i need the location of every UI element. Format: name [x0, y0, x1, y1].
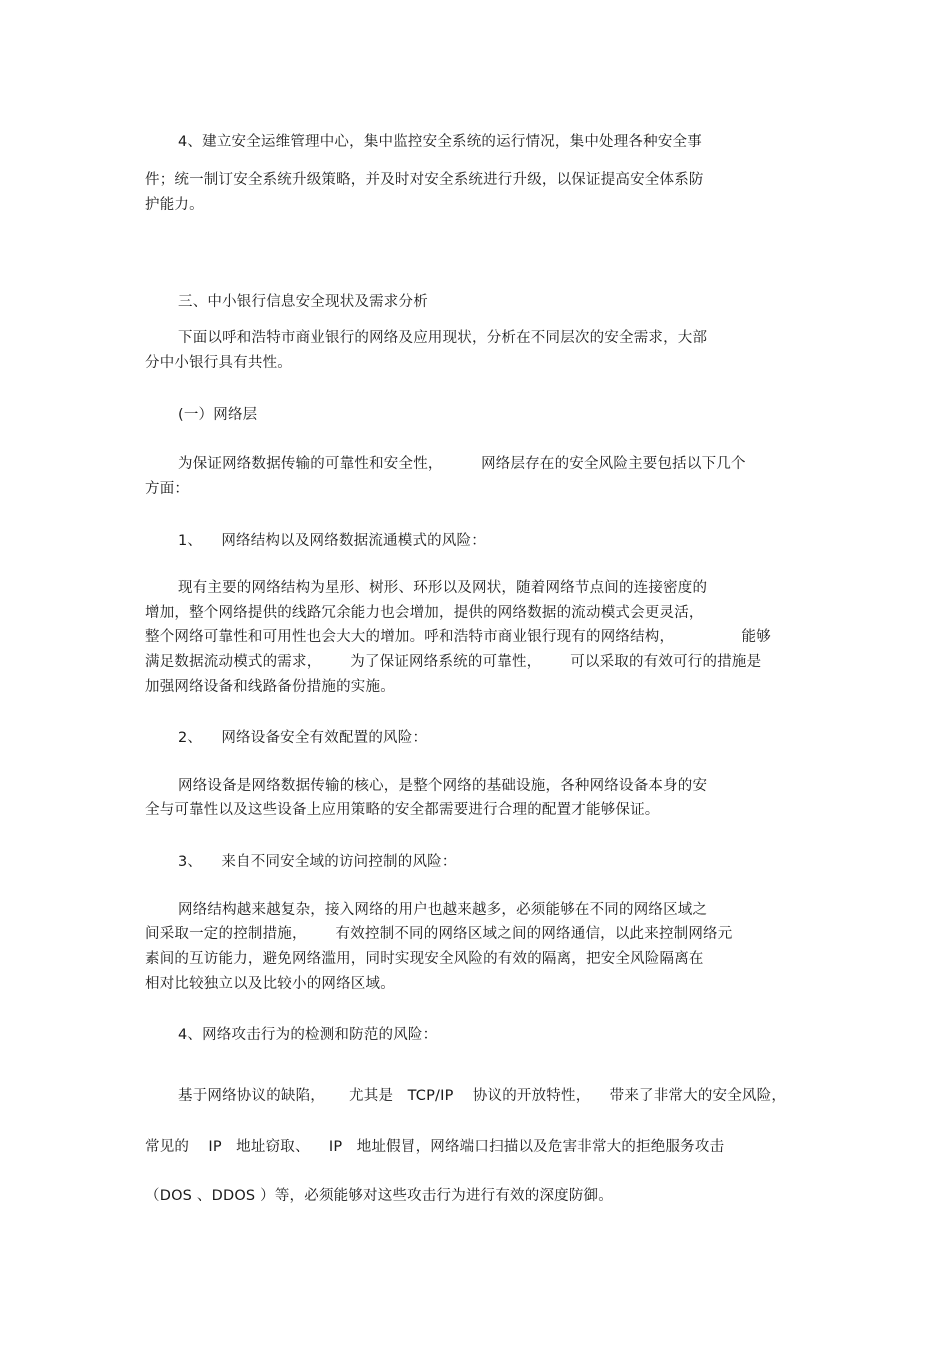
- mgmt-center-line-3: 护能力。: [145, 197, 204, 213]
- mgmt-center-line-2: 件；统一制订安全系统升级策略，并及时对安全系统进行升级，以保证提高安全体系防: [145, 172, 704, 188]
- risk-4-heading: 4、网络攻击行为的检测和防范的风险：: [178, 1027, 438, 1043]
- network-layer-heading: (一）网络层: [178, 407, 258, 423]
- risk-4-line-2: 常见的 IP 地址窃取、 IP 地址假冒，网络端口扫描以及危害非常大的拒绝服务攻击: [145, 1139, 725, 1155]
- risk-1-line-5: 加强网络设备和线路备份措施的实施。: [145, 679, 395, 695]
- risk-3-line-1: 网络结构越来越复杂，接入网络的用户也越来越多，必须能够在不同的网络区域之: [178, 902, 708, 918]
- network-layer-intro-1: 为保证网络数据传输的可靠性和安全性， 网络层存在的安全风险主要包括以下几个: [178, 456, 746, 472]
- network-layer-intro-2: 方面：: [145, 481, 190, 497]
- risk-1-heading: 1、 网络结构以及网络数据流通模式的风险：: [178, 533, 486, 549]
- risk-2-line-1: 网络设备是网络数据传输的核心，是整个网络的基础设施，各种网络设备本身的安: [178, 778, 708, 794]
- risk-4-line-3: （DOS 、DDOS ）等，必须能够对这些攻击行为进行有效的深度防御。: [145, 1188, 613, 1204]
- risk-1-line-4: 满足数据流动模式的需求， 为了保证网络系统的可靠性， 可以采取的有效可行的措施是: [145, 654, 762, 670]
- risk-1-line-1: 现有主要的网络结构为星形、树形、环形以及网状，随着网络节点间的连接密度的: [178, 580, 708, 596]
- section-heading: 三、中小银行信息安全现状及需求分析: [178, 294, 428, 310]
- risk-3-heading: 3、 来自不同安全域的访问控制的风险：: [178, 854, 457, 870]
- mgmt-center-line-1: 4、建立安全运维管理中心，集中监控安全系统的运行情况，集中处理各种安全事: [178, 134, 702, 150]
- risk-2-line-2: 全与可靠性以及这些设备上应用策略的安全都需要进行合理的配置才能够保证。: [145, 802, 660, 818]
- risk-3-line-3: 素间的互访能力，避免网络滥用，同时实现安全风险的有效的隔离，把安全风险隔离在: [145, 951, 704, 967]
- intro-line-1: 下面以呼和浩特市商业银行的网络及应用现状，分析在不同层次的安全需求，大部: [178, 330, 708, 346]
- intro-line-2: 分中小银行具有共性。: [145, 355, 292, 371]
- risk-3-line-4: 相对比较独立以及比较小的网络区域。: [145, 976, 395, 992]
- risk-3-line-2: 间采取一定的控制措施， 有效控制不同的网络区域之间的网络通信，以此来控制网络元: [145, 926, 733, 942]
- risk-1-line-2: 增加，整个网络提供的线路冗余能力也会增加，提供的网络数据的流动模式会更灵活，: [145, 605, 704, 621]
- risk-2-heading: 2、 网络设备安全有效配置的风险：: [178, 730, 428, 746]
- risk-1-line-3: 整个网络可靠性和可用性也会大大的增加。呼和浩特市商业银行现有的网络结构， 能够: [145, 629, 771, 645]
- risk-4-line-1: 基于网络协议的缺陷， 尤其是 TCP/IP 协议的开放特性， 带来了非常大的安全风险，: [178, 1088, 787, 1104]
